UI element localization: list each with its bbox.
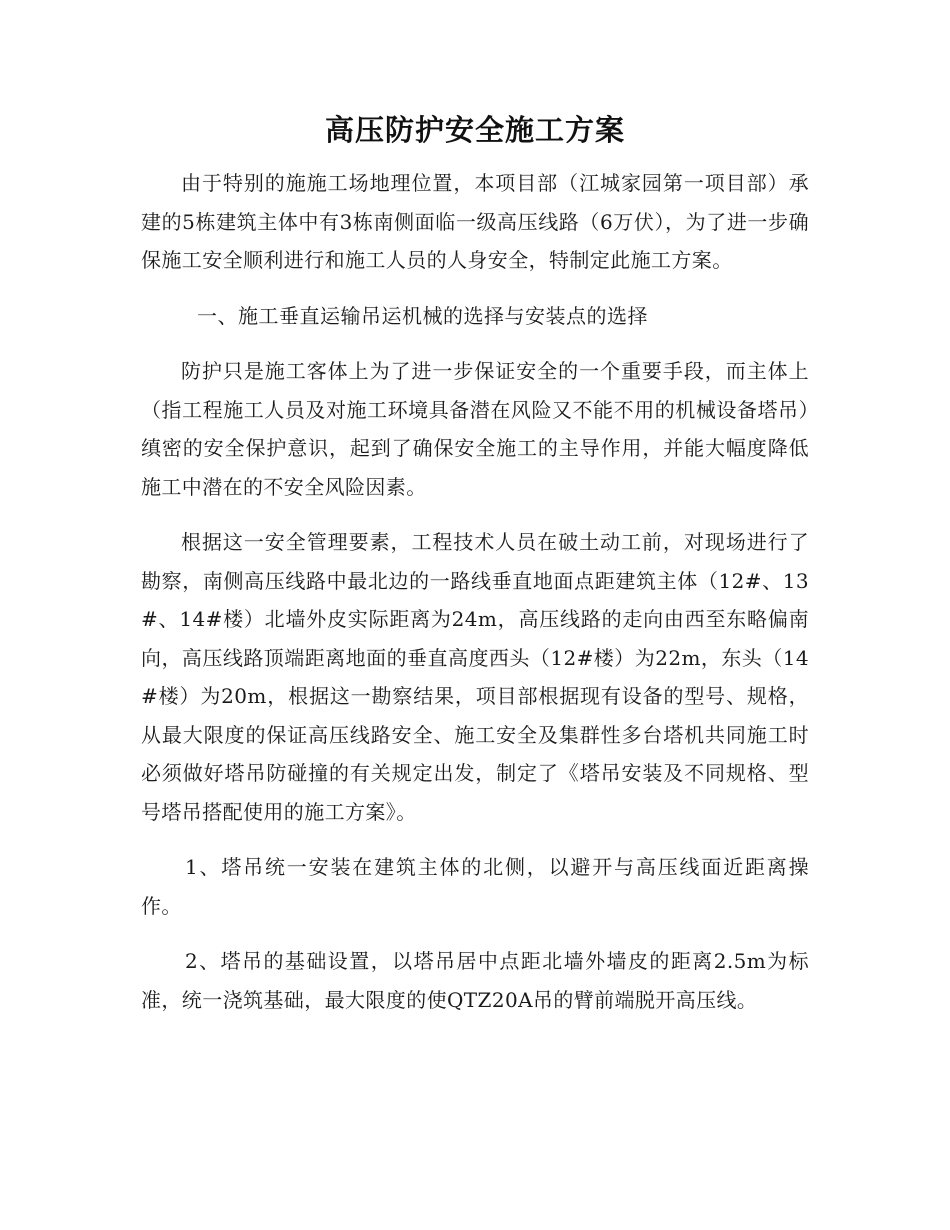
protection-paragraph: 防护只是施工客体上为了进一步保证安全的一个重要手段，而主体上（指工程施工人员及对施工环境具备潜在风险又不能不用的机械设备塔吊）缜密的安全保护意识，起到了确保安全施工的主导作用，并能大幅度降低施工中潜在的不安全风险因素。	[141, 359, 809, 499]
survey-paragraph: 根据这一安全管理要素，工程技术人员在破土动工前，对现场进行了勘察，南侧高压线路中最北边的一路线垂直地面点距建筑主体（12#、13#、14#楼）北墙外皮实际距离为24m，高压线路的走向由西至东略偏南向，高压线路顶端距离地面的垂直高度西头（12#楼）为22m，东头（14#楼）为20m，根据这一勘察结果，项目部根据现有设备的型号、规格，从最大限度的保证高压线路安全、施工安全及集群性多台塔机共同施工时必须做好塔吊防碰撞的有关规定出发，制定了《塔吊安装及不同规格、型号塔吊搭配使用的施工方案》。	[141, 530, 809, 824]
document-body	[141, 164, 809, 1019]
section-heading: 一、施工垂直运输吊运机械的选择与安装点的选择	[197, 303, 648, 328]
list-item-2: 2、塔吊的基础设置，以塔吊居中点距北墙外墙皮的距离2.5m为标准，统一浇筑基础，最大限度的使QTZ20A吊的臂前端脱开高压线。	[141, 949, 809, 1012]
document-title: 高压防护安全施工方案	[324, 113, 625, 147]
intro-paragraph: 由于特别的施施工场地理位置，本项目部（江城家园第一项目部）承建的5栋建筑主体中有3栋南侧面临一级高压线路（6万伏），为了进一步确保施工安全顺利进行和施工人员的人身安全，特制定此施工方案。	[141, 171, 809, 272]
list-item-1: 1、塔吊统一安装在建筑主体的北侧，以避开与高压线面近距离操作。	[141, 855, 809, 918]
